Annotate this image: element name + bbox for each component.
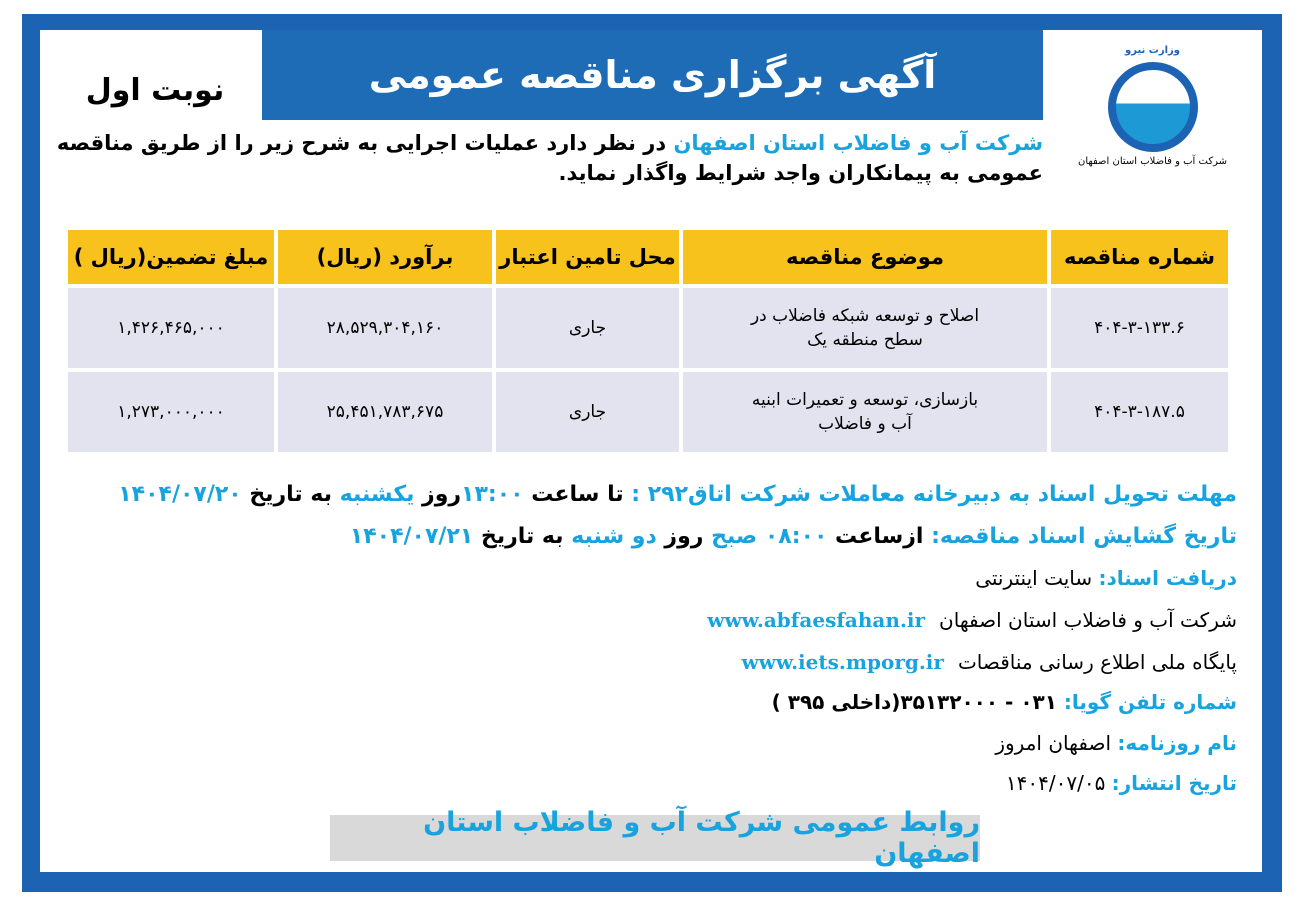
opening-day: دو شنبه xyxy=(571,524,657,549)
opening-line xyxy=(350,524,1237,549)
water-logo-icon xyxy=(1108,62,1198,152)
deadline-day: یکشنبه xyxy=(339,482,415,507)
phone-line xyxy=(772,690,1237,714)
deadline-label: مهلت تحویل اسناد به دبیرخانه معاملات شرکت اتاق۲۹۲ : xyxy=(631,482,1237,507)
col-guarantee: مبلغ تضمین(ریال ) xyxy=(68,230,274,284)
site2-line xyxy=(741,650,1237,674)
col-estimate: برآورد (ریال) xyxy=(278,230,492,284)
opening-label: تاریخ گشایش اسناد مناقصه: xyxy=(931,524,1237,549)
opening-date: ۱۴۰۴/۰۷/۲۱ xyxy=(349,524,474,549)
newspaper-label: نام روزنامه: xyxy=(1117,731,1237,755)
table-header xyxy=(68,230,1228,284)
receive-value: سایت اینترنتی xyxy=(975,566,1099,590)
phone-value: ۰۳۱ - ۳۵۱۳۲۰۰۰(داخلی ۳۹۵ ) xyxy=(771,690,1064,714)
deadline-text: به تاریخ xyxy=(241,482,340,507)
table-row xyxy=(68,288,1228,368)
site1-text: شرکت آب و فاضلاب استان اصفهان xyxy=(939,608,1237,632)
cell-guarantee: ۱,۲۷۳,۰۰۰,۰۰۰ xyxy=(68,372,274,452)
table-row xyxy=(68,372,1228,452)
newspaper-value: اصفهان امروز xyxy=(995,731,1118,755)
deadline-date: ۱۴۰۴/۰۷/۲۰ xyxy=(118,482,242,507)
footer-banner: روابط عمومی شرکت آب و فاضلاب استان اصفهان xyxy=(330,815,980,861)
col-credit: محل تامین اعتبار xyxy=(496,230,679,284)
col-number: شماره مناقصه xyxy=(1051,230,1228,284)
publish-line xyxy=(1006,771,1237,795)
cell-subject: اصلاح و توسعه شبکه فاضلاب در سطح منطقه یک xyxy=(683,288,1047,368)
cell-number: ۴۰۴-۳-۱۸۷.۵ xyxy=(1051,372,1228,452)
deadline-line xyxy=(118,482,1237,507)
opening-text: ازساعت xyxy=(827,524,932,549)
logo-top-text: وزارت نیرو xyxy=(1125,45,1180,56)
publish-value: ۱۴۰۴/۰۷/۰۵ xyxy=(1005,771,1112,795)
opening-text: به تاریخ xyxy=(473,524,572,549)
site2-link[interactable]: www.iets.mporg.ir xyxy=(741,650,944,674)
deadline-time: ۱۳:۰۰ xyxy=(461,482,524,507)
site2-text: پایگاه ملی اطلاع رسانی مناقصات xyxy=(957,650,1237,674)
col-subject: موضوع مناقصه xyxy=(683,230,1047,284)
cell-guarantee: ۱,۴۲۶,۴۶۵,۰۰۰ xyxy=(68,288,274,368)
cell-credit: جاری xyxy=(496,288,679,368)
receive-label: دریافت اسناد: xyxy=(1098,566,1237,590)
intro-text xyxy=(50,128,1043,188)
newspaper-line xyxy=(995,731,1237,755)
receive-line xyxy=(975,566,1237,590)
ministry-logo xyxy=(1060,45,1245,190)
intro-body: در نظر دارد عملیات اجرایی به شرح زیر را از طریق مناقصه عمومی به پیمانکاران واجد شرایط واگذار نماید. xyxy=(56,131,1043,185)
cell-estimate: ۲۵,۴۵۱,۷۸۳,۶۷۵ xyxy=(278,372,492,452)
cell-credit: جاری xyxy=(496,372,679,452)
cell-number: ۴۰۴-۳-۱۳۳.۶ xyxy=(1051,288,1228,368)
opening-time: ۰۸:۰۰ صبح xyxy=(711,524,828,549)
deadline-text: تا ساعت xyxy=(523,482,632,507)
cell-estimate: ۲۸,۵۲۹,۳۰۴,۱۶۰ xyxy=(278,288,492,368)
turn-label: نوبت اول xyxy=(85,72,225,108)
deadline-text: روز xyxy=(414,482,462,507)
phone-label: شماره تلفن گویا: xyxy=(1063,690,1237,714)
cell-subject: بازسازی، توسعه و تعمیرات ابنیه آب و فاضلاب xyxy=(683,372,1047,452)
opening-text: روز xyxy=(656,524,712,549)
site1-link[interactable]: www.abfaesfahan.ir xyxy=(707,608,926,632)
logo-caption: شرکت آب و فاضلاب استان اصفهان xyxy=(1078,156,1227,167)
ad-title: آگهی برگزاری مناقصه عمومی xyxy=(262,30,1043,120)
company-name: شرکت آب و فاضلاب استان اصفهان xyxy=(673,131,1043,155)
publish-label: تاریخ انتشار: xyxy=(1111,771,1237,795)
tender-table xyxy=(64,226,1232,456)
site1-line xyxy=(707,608,1237,632)
